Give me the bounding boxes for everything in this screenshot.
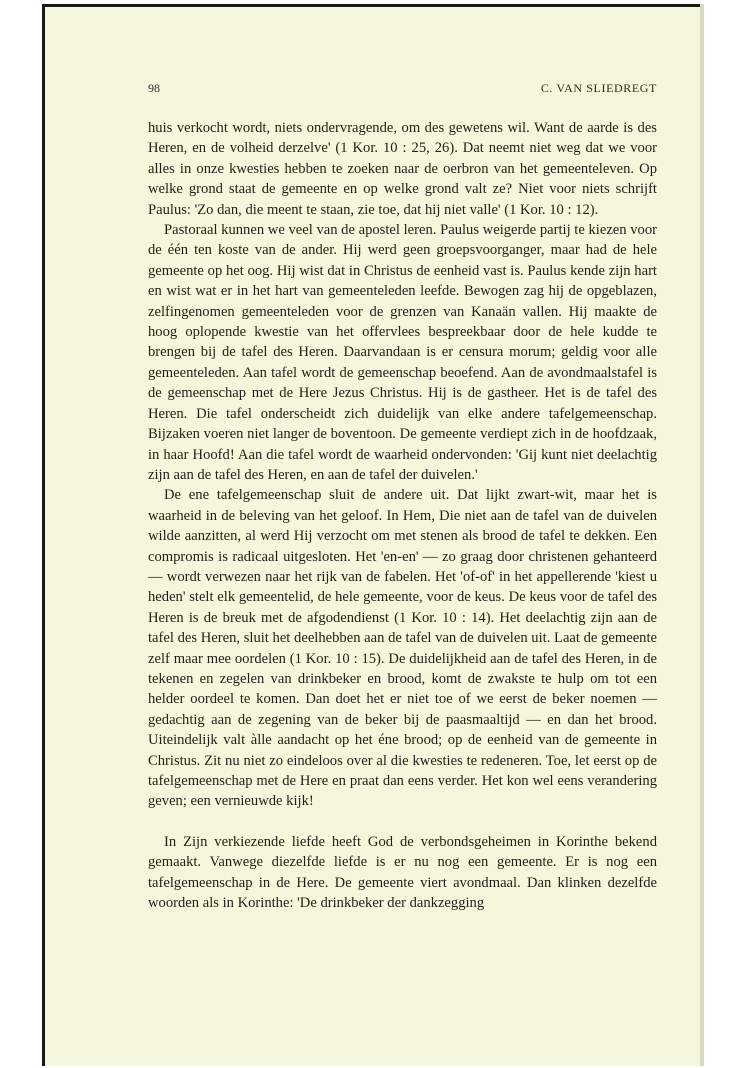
paragraph: De ene tafelgemeenschap sluit de andere uit. Dat lijkt zwart-wit, maar het is waarheid in de beleving van het geloof. In Hem, Die niet aan de tafel van de duivelen wilde aanzitten, al werd Hij verzocht om met stenen als brood de tafel te dekken. Een compromis is radicaal uitgesloten. Het 'en-en' — zo graag door christenen gehanteerd — wordt verwezen naar het rijk van de fabelen. Het 'of-of' in het appellerende 'kiest u heden' stelt elk gemeentelid, de hele gemeente, voor de keus. De keus voor de tafel des Heren is de breuk met de afgodendienst (1 Kor. 10 : 14). Het deelachtig zijn aan de tafel des Heren, sluit het deelhebben aan de tafel van de duivelen uit. Laat de gemeente zelf maar mee oordelen (1 Kor. 10 : 15). De duidelijkheid aan de tafel des Heren, in de tekenen en zegelen van drinkbeker en brood, komt de zwakste te hulp om tot een helder oordeel te komen. Dan doet het er niet toe of we eerst de beker noemen — gedachtig aan de zegening van de beker bij de paasmaaltijd — en dan het brood. Uiteindelijk valt àlle aandacht op het éne brood; op de eenheid van de gemeente in Christus. Zit nu niet zo eindeloos over al die kwesties te redeneren. Toe, let eerst op de tafelgemeenschap met de Here en praat dan eens verder. Het kon wel eens verandering geven; een vernieuwde kijk! (148, 487, 657, 810)
page-number: 98 (148, 81, 160, 95)
body-text (148, 118, 657, 913)
page-edge (700, 4, 704, 1066)
paragraph: huis verkocht wordt, niets ondervragende, om des gewetens wil. Want de aarde is des Heren, en de volheid derzelve' (1 Kor. 10 : 25, 26). Dat neemt niet weg dat we voor alles in onze kwesties hebben te zoeken naar de oerbron van het gemeenteleven. Op welke grond staat de gemeente en op welke grond valt ze? Niet voor niets schrijft Paulus: 'Zo dan, die meent te staan, zie toe, dat hij niet valle' (1 Kor. 10 : 12). (148, 120, 657, 218)
running-title: C. VAN SLIEDREGT (540, 81, 657, 95)
paragraph: Pastoraal kunnen we veel van de apostel leren. Paulus weigerde partij te kiezen voor de één ten koste van de ander. Hij werd geen groepsvoorganger, maar had de hele gemeente op het oog. Hij wist dat in Christus de eenheid vast is. Paulus kende zijn hart en wist wat er in het hart van gemeenteleden leefde. Bewogen zag hij de opgeblazen, zelfingenomen gemeenteleden voor de grenzen van Kanaän vallen. Hij maakte de hoog oplopende kwestie van het offervlees bespreekbaar door de hele kudde te brengen bij de tafel des Heren. Daarvandaan is er censura morum; geldig voor alle gemeenteleden. Aan tafel wordt de gemeenschap beoefend. Aan de avondmaalstafel is de gemeenschap met de Here Jezus Christus. Hij is de gastheer. Het is de tafel des Heren. Die tafel onderscheidt zich duidelijk van elke andere tafelgemeenschap. Bijzaken voeren niet langer de boventoon. De gemeente verdiept zich in de hoofdzaak, in haar Hoofd! Aan die tafel wordt de waarheid ondervonden: 'Gij kunt niet deelachtig zijn aan de tafel des Heren, en aan de tafel der duivelen.' (148, 222, 657, 483)
paragraph: In Zijn verkiezende liefde heeft God de verbondsgeheimen in Korinthe bekend gemaakt. Vanwege diezelfde liefde is er nu nog een gemeente. Er is nog een tafelgemeenschap in de Here. De gemeente viert avondmaal. Dan klinken dezelfde woorden als in Korinthe: 'De drinkbeker der dankzegging (148, 833, 657, 912)
running-header (148, 81, 657, 101)
